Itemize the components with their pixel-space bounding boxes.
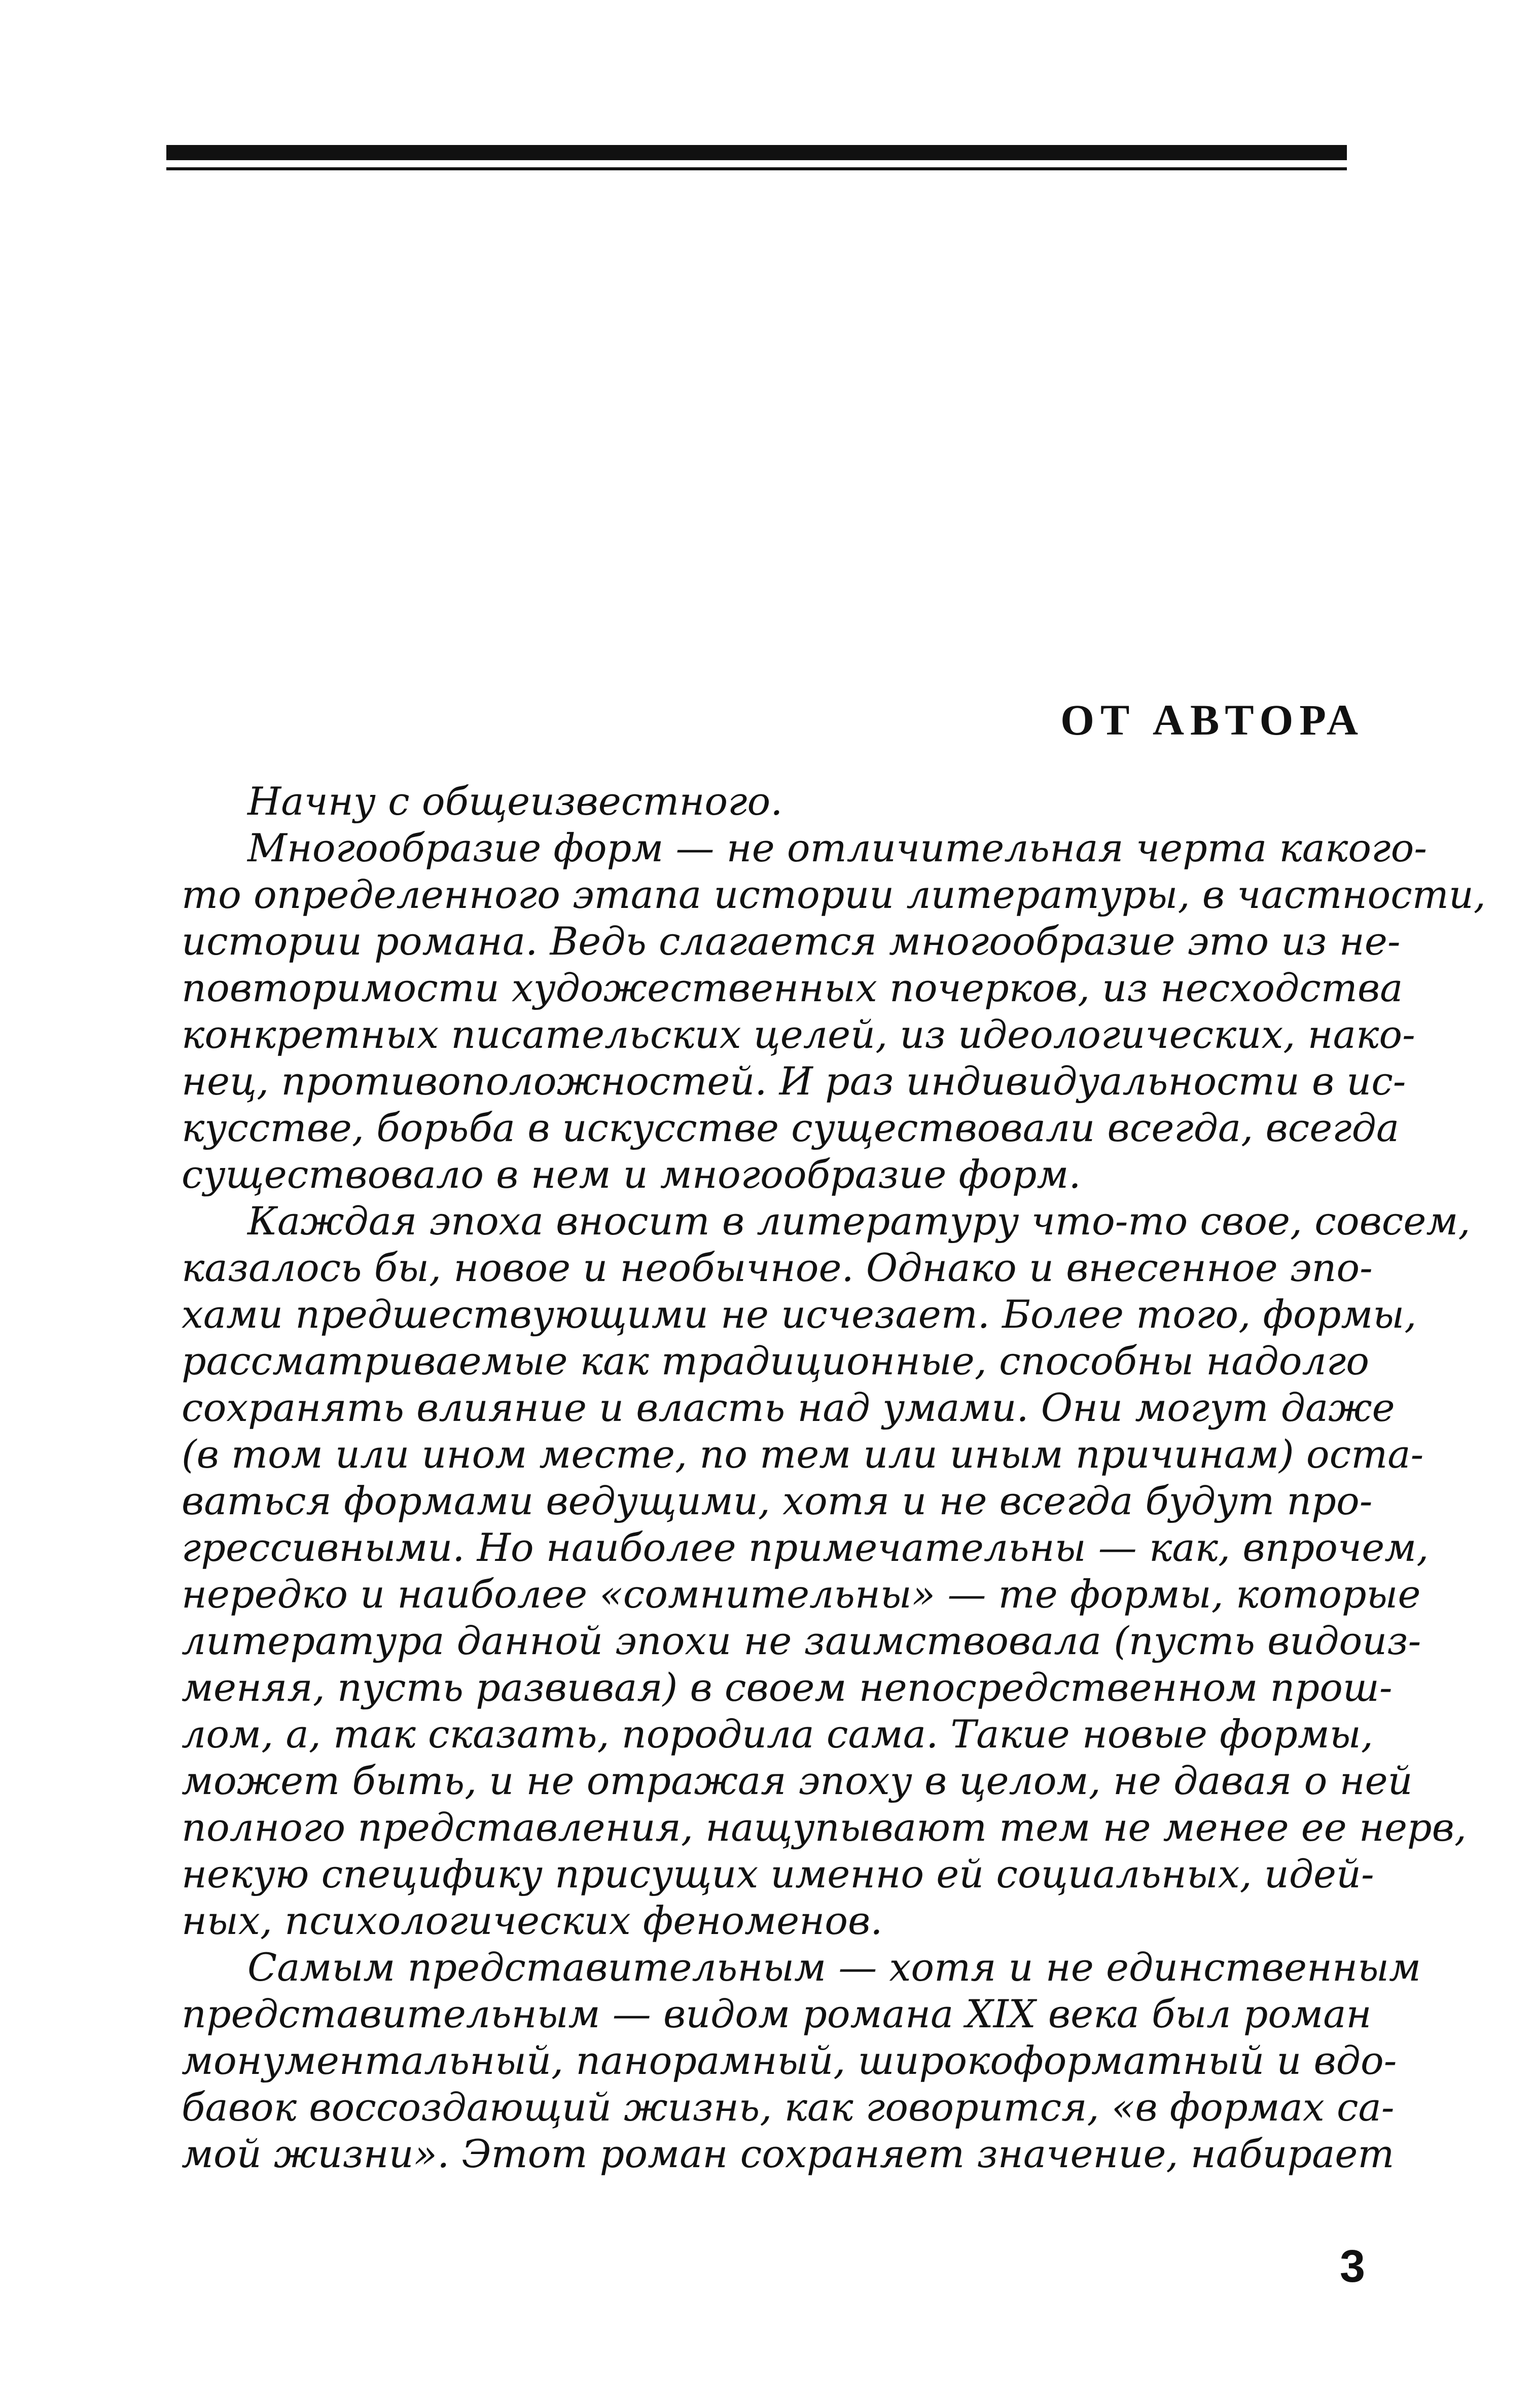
text-line: ных, психологических феноменов.: [182, 1898, 883, 1943]
text-line: рассматриваемые как традиционные, способны надолго: [182, 1338, 1370, 1383]
header-rule-thick: [166, 145, 1347, 160]
text-line: кусстве, борьба в искусстве существовали всегда, всегда: [182, 1105, 1400, 1150]
header-rule-thin: [166, 167, 1347, 170]
text-line: бавок воссоздающий жизнь, как говорится, «в формах са-: [182, 2085, 1395, 2130]
text-line: нередко и наиболее «сомнительны» — те формы, которые: [182, 1572, 1421, 1617]
text-line: Самым представительным — хотя и не единственным: [247, 1945, 1421, 1990]
text-line: повторимости художественных почерков, из несходства: [182, 965, 1403, 1010]
text-line: мой жизни». Этот роман сохраняет значение, набирает: [182, 2131, 1395, 2176]
text-line: лом, а, так сказать, породила сама. Такие новые формы,: [182, 1711, 1373, 1757]
text-line: сохранять влияние и власть над умами. Они могут даже: [182, 1385, 1395, 1430]
text-line: нец, противоположностей. И раз индивидуальности в ис-: [182, 1059, 1406, 1104]
text-line: казалось бы, новое и необычное. Однако и внесенное эпо-: [182, 1245, 1373, 1290]
text-line: представительным — видом романа XIX века был роман: [182, 1991, 1372, 2036]
text-line: (в том или ином месте, по тем или иным причинам) оста-: [182, 1432, 1424, 1477]
text-line: Начну с общеизвестного.: [247, 779, 783, 824]
text-line: Каждая эпоха вносит в литературу что-то свое, совсем,: [247, 1198, 1471, 1244]
text-line: меняя, пусть развивая) в своем непосредственном прош-: [182, 1665, 1393, 1710]
text-line: может быть, и не отражая эпоху в целом, не давая о ней: [182, 1758, 1413, 1803]
text-line: грессивными. Но наиболее примечательны — как, впрочем,: [182, 1525, 1429, 1570]
text-line: ваться формами ведущими, хотя и не всегда будут про-: [182, 1478, 1373, 1523]
text-line: литература данной эпохи не заимствовала (пусть видоиз-: [182, 1618, 1421, 1663]
page-number: 3: [1339, 2241, 1365, 2292]
text-line: некую специфику присущих именно ей социальных, идей-: [182, 1851, 1374, 1896]
text-line: хами предшествующими не исчезает. Более того, формы,: [182, 1292, 1417, 1337]
section-heading: ОТ АВТОРА: [1060, 696, 1364, 744]
body-text: [182, 778, 1486, 2177]
text-line: Многообразие форм — не отличительная черта какого-: [247, 825, 1428, 870]
text-line: то определенного этапа истории литературы, в частности,: [182, 872, 1486, 917]
text-line: монументальный, панорамный, широкоформатный и вдо-: [182, 2038, 1397, 2083]
text-line: существовало в нем и многообразие форм.: [182, 1152, 1081, 1197]
text-line: истории романа. Ведь слагается многообразие это из не-: [182, 919, 1401, 964]
text-line: конкретных писательских целей, из идеологических, нако-: [182, 1012, 1415, 1057]
text-line: полного представления, нащупывают тем не менее ее нерв,: [182, 1805, 1467, 1850]
